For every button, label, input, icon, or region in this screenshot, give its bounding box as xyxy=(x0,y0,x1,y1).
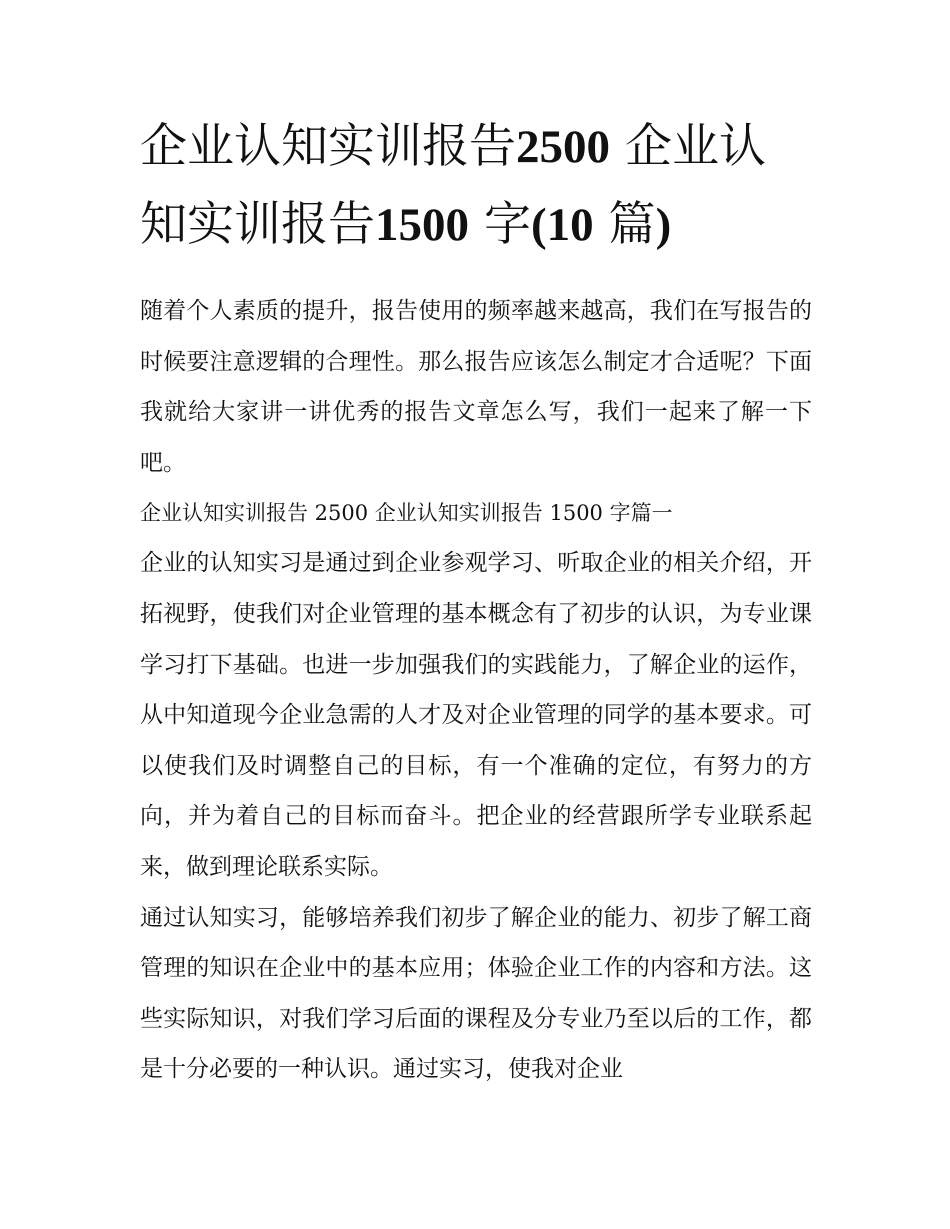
title-part: 字 xyxy=(469,197,531,252)
body-paragraph: 通过认知实习，能够培养我们初步了解企业的能力、初步了解工商管理的知识在企业中的基本应用；体验企业工作的内容和方法。这些实际知识，对我们学习后面的课程及分专业乃至以后的工作，都是十分必要的一种认识。通过实习，使我对企业 xyxy=(140,904,812,1083)
title-part: 1500 xyxy=(375,199,469,251)
intro-paragraph: 随着个人素质的提升，报告使用的频率越来越高，我们在写报告的时候要注意逻辑的合理性。那么报告应该怎么制定才合适呢？下面我就给大家讲一讲优秀的报告文章怎么写，我们一起来了解一下吧。 xyxy=(140,298,812,476)
title-part: 企业认知实训报告 xyxy=(140,119,516,174)
section-heading: 企业认知实训报告 2500 企业认知实训报告 1500 字篇一 xyxy=(140,501,673,526)
title-part: 篇 xyxy=(593,197,656,252)
title-part: 企业认知实训报告 xyxy=(140,119,766,252)
body-paragraph: 企业的认知实习是通过到企业参观学习、听取企业的相关介绍，开拓视野，使我们对企业管理的基本概念有了初步的认识，为专业课学习打下基础。也进一步加强我们的实践能力，了解企业的运作，从中知道现今企业急需的人才及对企业管理的同学的基本要求。可以使我们及时调整自己的目标，有一个准确的定位，有努力的方向，并为着自己的目标而奋斗。把企业的经营跟所学专业联系起来，做到理论联系实际。 xyxy=(140,550,812,880)
document-title xyxy=(140,108,812,264)
document-body xyxy=(140,286,812,1095)
title-part: ) xyxy=(655,199,672,251)
title-part: (10 xyxy=(530,199,594,251)
title-part: 2500 xyxy=(516,121,610,173)
document-page xyxy=(140,108,812,1095)
